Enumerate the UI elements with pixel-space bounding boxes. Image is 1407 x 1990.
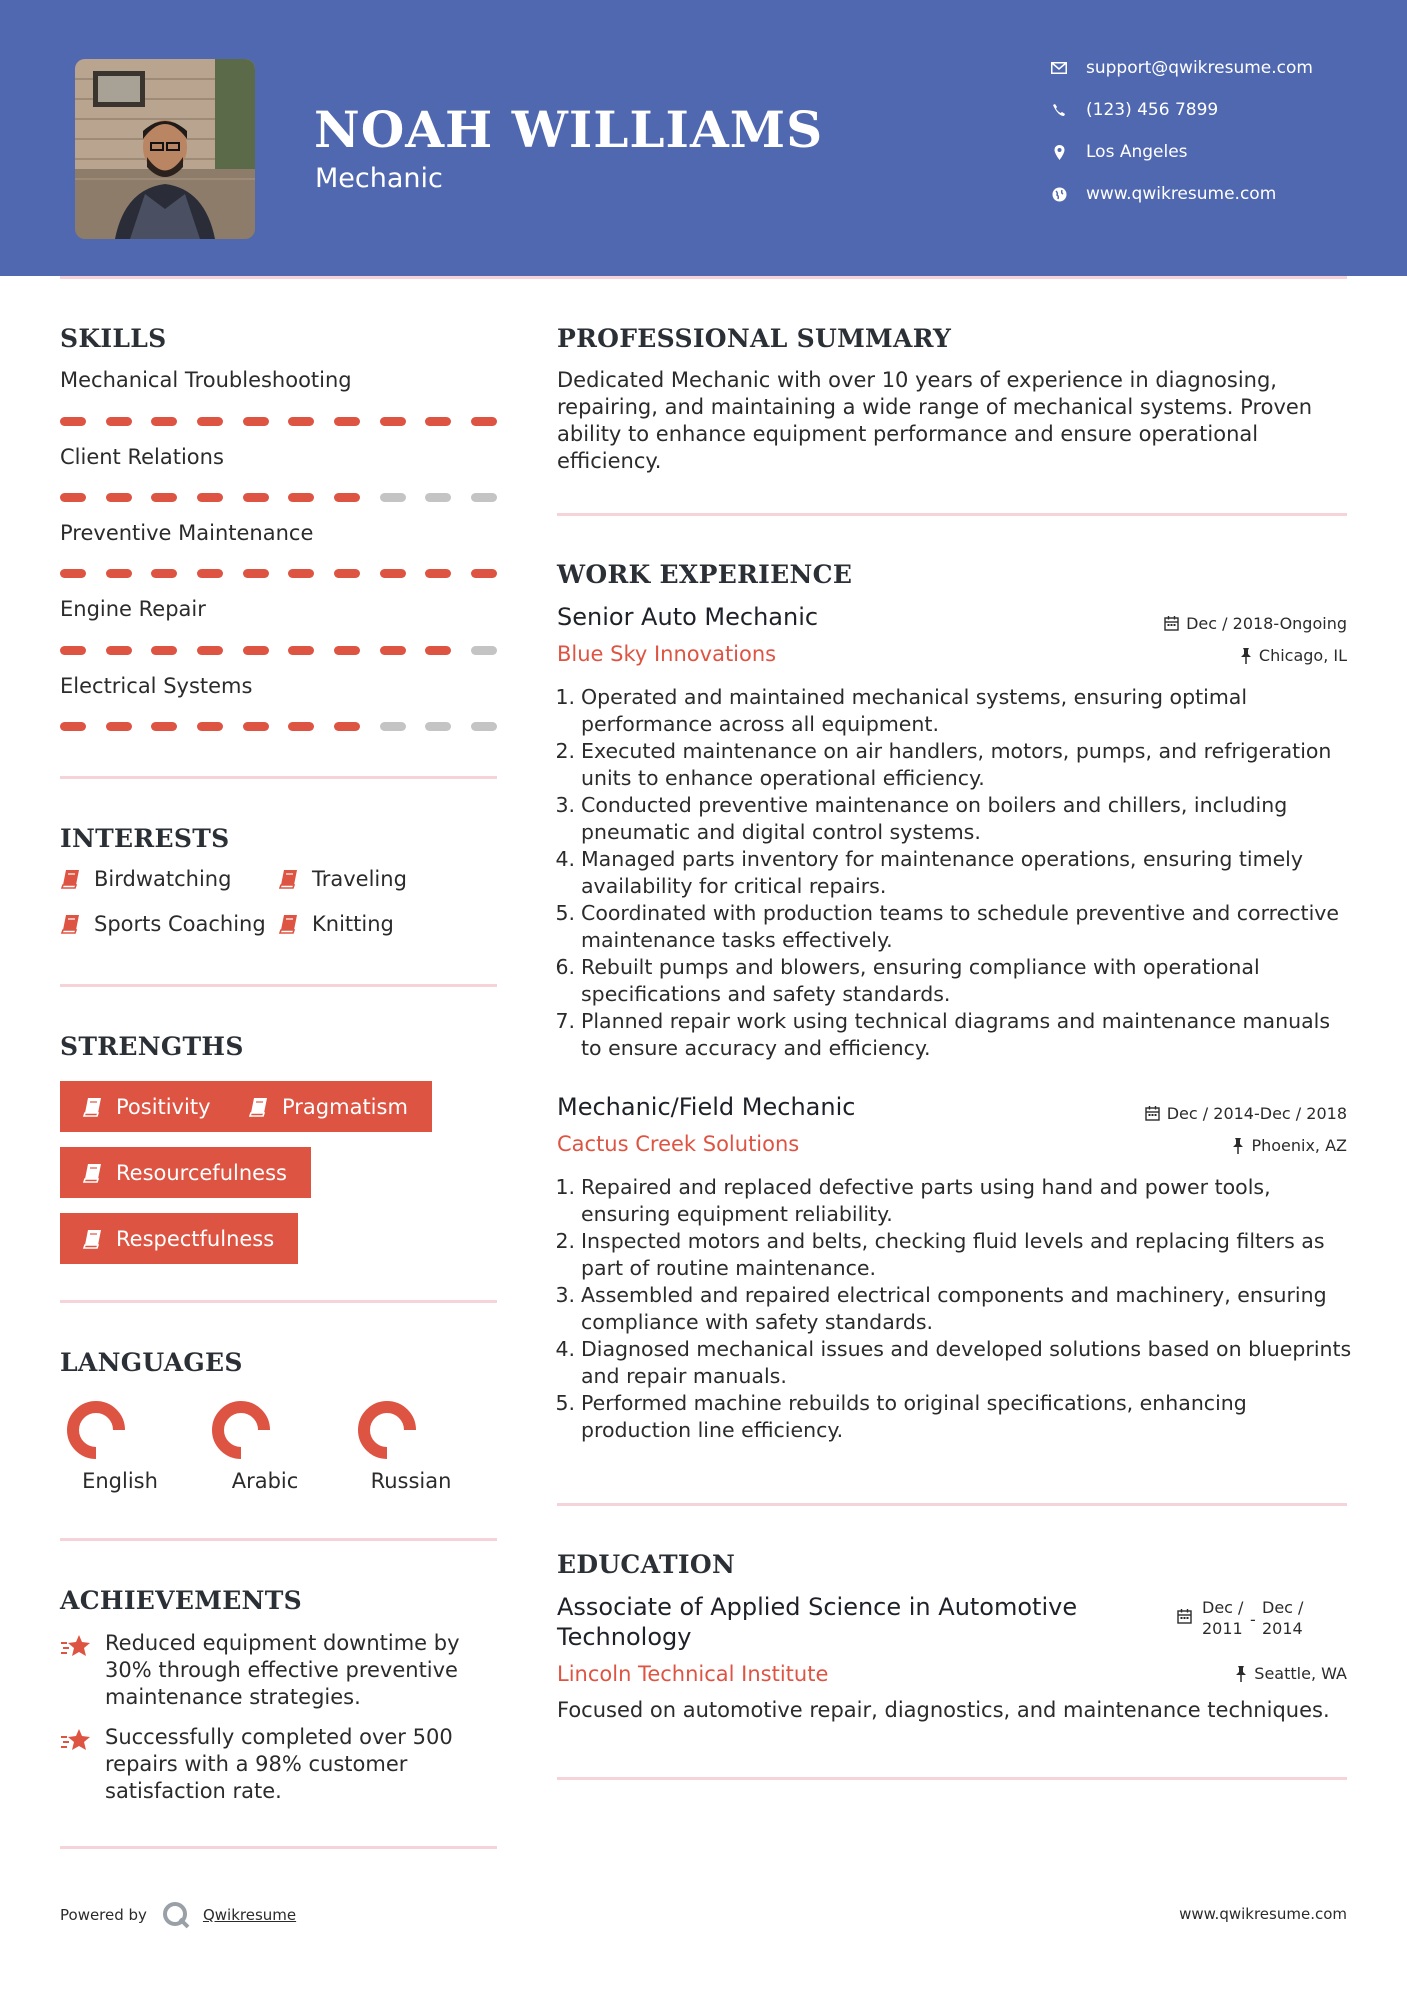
skill-rating-bar [60, 722, 497, 732]
education-end-date [1262, 1597, 1310, 1639]
skill-rating-segment [288, 646, 314, 655]
interest-label: Traveling [312, 867, 407, 891]
skill-label: Electrical Systems [60, 674, 253, 698]
job-dates [1164, 614, 1347, 633]
skills-heading: SKILLS [60, 324, 167, 353]
star-icon [60, 1727, 92, 1753]
interest-item [278, 912, 394, 936]
job-bullet: 3. Assembled and repaired electrical components and machinery, ensuring compliance with safety standards. [553, 1282, 1353, 1336]
language-proficiency-arc [218, 1407, 264, 1453]
education-description: Focused on automotive repair, diagnostics, and maintenance techniques. [557, 1698, 1330, 1722]
job-location-text: Chicago, IL [1258, 646, 1347, 665]
skill-rating-segment [243, 646, 269, 655]
job-bullet-text: Performed machine rebuilds to original specifications, enhancing production line efficiency. [581, 1391, 1247, 1442]
skill-label: Preventive Maintenance [60, 521, 314, 545]
skill-rating-segment [151, 417, 177, 426]
degree-title-line: Technology [557, 1623, 692, 1651]
book-icon [248, 1096, 270, 1118]
job-bullet-text: Coordinated with production teams to schedule preventive and corrective maintenance tasks effectively. [581, 901, 1340, 952]
job-bullet: 6. Rebuilt pumps and blowers, ensuring compliance with operational specifications and safety standards. [553, 954, 1353, 1008]
powered-by-label: Powered by [60, 1906, 147, 1924]
calendar-icon [1145, 1106, 1160, 1121]
calendar-icon [1164, 616, 1179, 631]
education-heading: EDUCATION [557, 1550, 736, 1579]
skill-rating-segment [106, 646, 132, 655]
footer-powered-by [60, 1900, 296, 1930]
job-bullet-text: Managed parts inventory for maintenance operations, ensuring timely availability for critical repairs. [581, 847, 1304, 898]
job-bullet-text: Conducted preventive maintenance on boilers and chillers, including pneumatic and digital control systems. [581, 793, 1288, 844]
skill-rating-segment [334, 569, 360, 578]
skill-rating-segment [471, 722, 497, 731]
job-location [1232, 1136, 1347, 1155]
resume-header [0, 0, 1407, 276]
strength-badge [60, 1081, 235, 1132]
map-pin-icon [1049, 142, 1069, 162]
skill-rating-segment [243, 722, 269, 731]
language-proficiency-ring [209, 1398, 273, 1462]
section-divider [60, 1300, 497, 1303]
job-title: Senior Auto Mechanic [557, 603, 819, 631]
job-dates-text: Dec / 2014-Dec / 2018 [1166, 1104, 1347, 1123]
job-bullet: 7. Planned repair work using technical diagrams and maintenance manuals to ensure accuracy and efficiency. [553, 1008, 1353, 1062]
job-bullet-list [553, 684, 1353, 1062]
book-icon [60, 913, 82, 935]
section-divider [557, 1777, 1347, 1780]
skill-rating-segment [471, 569, 497, 578]
skill-rating-segment [425, 646, 451, 655]
skill-rating-segment [197, 417, 223, 426]
contact-email-text: support@qwikresume.com [1086, 58, 1313, 78]
job-bullet-text: Diagnosed mechanical issues and developed solutions based on blueprints and repair manuals. [581, 1337, 1352, 1388]
interests-heading: INTERESTS [60, 824, 230, 853]
skill-rating-segment [288, 722, 314, 731]
contact-location-text: Los Angeles [1086, 142, 1188, 162]
education-end-year: 2014 [1262, 1619, 1303, 1638]
contact-website-text: www.qwikresume.com [1086, 184, 1277, 204]
job-bullet-text: Planned repair work using technical diagrams and maintenance manuals to ensure accuracy and efficiency. [581, 1009, 1331, 1060]
envelope-icon [1049, 58, 1069, 78]
book-icon [82, 1096, 104, 1118]
skill-rating-segment [151, 646, 177, 655]
skill-label: Engine Repair [60, 597, 206, 621]
skill-rating-segment [197, 722, 223, 731]
languages-heading: LANGUAGES [60, 1348, 243, 1377]
date-separator: - [1250, 1610, 1256, 1629]
skill-rating-segment [106, 569, 132, 578]
skill-rating-segment [106, 493, 132, 502]
section-divider [60, 984, 497, 987]
job-dates [1145, 1104, 1347, 1123]
education-end-month: Dec / [1262, 1598, 1304, 1617]
experience-heading: WORK EXPERIENCE [557, 560, 853, 589]
skill-rating-segment [151, 569, 177, 578]
language-label: Russian [370, 1469, 452, 1493]
job-bullet: 4. Managed parts inventory for maintenance operations, ensuring timely availability for critical repairs. [553, 846, 1353, 900]
contact-email[interactable] [1049, 58, 1313, 78]
header-divider [60, 276, 1347, 279]
skill-rating-segment [60, 646, 86, 655]
skill-label: Mechanical Troubleshooting [60, 368, 352, 392]
candidate-role: Mechanic [315, 163, 443, 194]
skill-rating-bar [60, 646, 497, 656]
language-proficiency-arc [364, 1407, 410, 1453]
skill-rating-segment [106, 722, 132, 731]
skill-rating-segment [288, 417, 314, 426]
job-location-text: Phoenix, AZ [1251, 1136, 1347, 1155]
strength-label: Positivity [116, 1094, 211, 1119]
skill-rating-bar [60, 493, 497, 503]
book-icon [82, 1228, 104, 1250]
company-name: Cactus Creek Solutions [557, 1132, 800, 1156]
pushpin-icon [1240, 648, 1252, 664]
pushpin-icon [1235, 1666, 1247, 1682]
skill-rating-segment [243, 569, 269, 578]
contact-phone-text: (123) 456 7899 [1086, 100, 1219, 120]
book-icon [82, 1162, 104, 1184]
skill-rating-segment [288, 493, 314, 502]
profile-photo [75, 59, 255, 239]
degree-title-line: Associate of Applied Science in Automotive [557, 1593, 1078, 1621]
skill-rating-bar [60, 417, 497, 427]
job-bullet-text: Executed maintenance on air handlers, motors, pumps, and refrigeration units to enhance operational efficiency. [581, 739, 1332, 790]
skill-rating-segment [197, 569, 223, 578]
degree-title [557, 1592, 1117, 1652]
skill-rating-bar [60, 569, 497, 579]
job-title: Mechanic/Field Mechanic [557, 1093, 856, 1121]
skill-rating-segment [151, 722, 177, 731]
education-dates [1177, 1597, 1310, 1639]
job-bullet: 4. Diagnosed mechanical issues and developed solutions based on blueprints and repair manuals. [555, 1337, 1352, 1388]
section-divider [60, 1538, 497, 1541]
language-proficiency-arc [73, 1407, 119, 1453]
skill-rating-segment [60, 493, 86, 502]
school-name: Lincoln Technical Institute [557, 1662, 829, 1686]
strength-label: Pragmatism [282, 1094, 408, 1119]
star-icon [60, 1633, 92, 1659]
skill-rating-segment [60, 722, 86, 731]
pushpin-icon [1232, 1138, 1244, 1154]
section-divider [60, 776, 497, 779]
job-location [1240, 646, 1347, 665]
education-start-month: Dec / [1202, 1598, 1244, 1617]
skill-rating-segment [334, 722, 360, 731]
interest-item [60, 912, 266, 936]
section-divider [60, 1846, 497, 1849]
strength-label: Resourcefulness [116, 1160, 287, 1185]
summary-heading: PROFESSIONAL SUMMARY [557, 324, 952, 353]
skill-rating-segment [60, 569, 86, 578]
job-bullet: 1. Operated and maintained mechanical systems, ensuring optimal performance across all equipment. [553, 684, 1353, 738]
strengths-heading: STRENGTHS [60, 1032, 244, 1061]
skill-rating-segment [334, 417, 360, 426]
section-divider [557, 1503, 1347, 1506]
achievement-item [60, 1724, 500, 1808]
skill-rating-segment [471, 417, 497, 426]
job-bullet: 1. Repaired and replaced defective parts using hand and power tools, ensuring equipment reliability. [553, 1174, 1353, 1228]
skill-rating-segment [471, 493, 497, 502]
skill-rating-segment [471, 646, 497, 655]
skill-rating-segment [425, 722, 451, 731]
job-bullet: 2. Inspected motors and belts, checking fluid levels and replacing filters as part of routine maintenance. [553, 1228, 1353, 1282]
skill-rating-segment [380, 493, 406, 502]
interest-item [278, 867, 407, 891]
education-start-date [1202, 1597, 1250, 1639]
job-bullet: 3. Conducted preventive maintenance on boilers and chillers, including pneumatic and digital control systems. [553, 792, 1353, 846]
strength-badge [226, 1081, 432, 1132]
interest-label: Knitting [312, 912, 394, 936]
contact-phone[interactable] [1049, 100, 1218, 120]
language-label: English [82, 1469, 158, 1493]
skill-rating-segment [197, 493, 223, 502]
skill-rating-segment [197, 646, 223, 655]
skill-rating-segment [334, 646, 360, 655]
job-bullet-text: Repaired and replaced defective parts using hand and power tools, ensuring equipment reliability. [581, 1175, 1271, 1226]
book-icon [278, 913, 300, 935]
skill-rating-segment [288, 569, 314, 578]
interest-item [60, 867, 231, 891]
strength-label: Respectfulness [116, 1226, 275, 1251]
job-bullet-text: Operated and maintained mechanical systems, ensuring optimal performance across all equipment. [581, 685, 1248, 736]
calendar-icon [1177, 1609, 1192, 1624]
company-name: Blue Sky Innovations [557, 642, 777, 666]
book-icon [60, 868, 82, 890]
job-bullet-text: Assembled and repaired electrical components and machinery, ensuring compliance with safety standards. [581, 1283, 1327, 1334]
job-bullet-list [553, 1174, 1353, 1444]
footer-website-link[interactable]: www.qwikresume.com [1179, 1905, 1347, 1923]
education-location [1235, 1664, 1347, 1683]
skill-rating-segment [380, 722, 406, 731]
achievement-item [60, 1630, 500, 1714]
skill-rating-segment [334, 493, 360, 502]
section-divider [557, 513, 1347, 516]
achievement-text: Successfully completed over 500 repairs with a 98% customer satisfaction rate. [105, 1725, 453, 1803]
skill-label: Client Relations [60, 445, 224, 469]
skill-rating-segment [425, 417, 451, 426]
contact-location [1049, 142, 1188, 162]
skill-rating-segment [380, 646, 406, 655]
skill-rating-segment [380, 417, 406, 426]
skill-rating-segment [60, 417, 86, 426]
interest-label: Birdwatching [94, 867, 232, 891]
qwikresume-logo-icon [161, 1900, 191, 1930]
skill-rating-segment [380, 569, 406, 578]
contact-website[interactable] [1049, 184, 1276, 204]
strength-badge [60, 1213, 298, 1264]
strength-badge [60, 1147, 311, 1198]
skill-rating-segment [425, 569, 451, 578]
job-bullet-text: Rebuilt pumps and blowers, ensuring compliance with operational specifications and safety standards. [581, 955, 1260, 1006]
skill-rating-segment [425, 493, 451, 502]
achievement-text: Reduced equipment downtime by 30% through effective preventive maintenance strategies. [105, 1631, 460, 1709]
skill-rating-segment [151, 493, 177, 502]
job-bullet: 2. Executed maintenance on air handlers, motors, pumps, and refrigeration units to enhance operational efficiency. [553, 738, 1353, 792]
qwikresume-link[interactable]: Qwikresume [202, 1906, 297, 1924]
job-bullet: 5. Performed machine rebuilds to original specifications, enhancing production line efficiency. [553, 1390, 1353, 1444]
skill-rating-segment [243, 493, 269, 502]
skill-rating-segment [106, 417, 132, 426]
job-bullet: 5. Coordinated with production teams to schedule preventive and corrective maintenance tasks effectively. [553, 900, 1353, 954]
profile-photo-image [75, 59, 255, 239]
achievements-heading: ACHIEVEMENTS [60, 1586, 302, 1615]
globe-icon [1049, 184, 1069, 204]
summary-text: Dedicated Mechanic with over 10 years of experience in diagnosing, repairing, and maintaining a wide range of mechanical systems. Proven ability to enhance equipment performance and ensure operational efficiency. [557, 368, 1313, 473]
language-proficiency-ring [355, 1398, 419, 1462]
education-location-text: Seattle, WA [1254, 1664, 1347, 1683]
skill-rating-segment [243, 417, 269, 426]
language-label: Arabic [231, 1469, 299, 1493]
education-start-year: 2011 [1202, 1619, 1243, 1638]
phone-icon [1049, 100, 1069, 120]
book-icon [278, 868, 300, 890]
language-proficiency-ring [64, 1398, 128, 1462]
job-bullet-text: Inspected motors and belts, checking fluid levels and replacing filters as part of routine maintenance. [581, 1229, 1325, 1280]
interest-label: Sports Coaching [94, 912, 266, 936]
candidate-name: NOAH WILLIAMS [314, 100, 824, 159]
job-dates-text: Dec / 2018-Ongoing [1186, 614, 1347, 633]
